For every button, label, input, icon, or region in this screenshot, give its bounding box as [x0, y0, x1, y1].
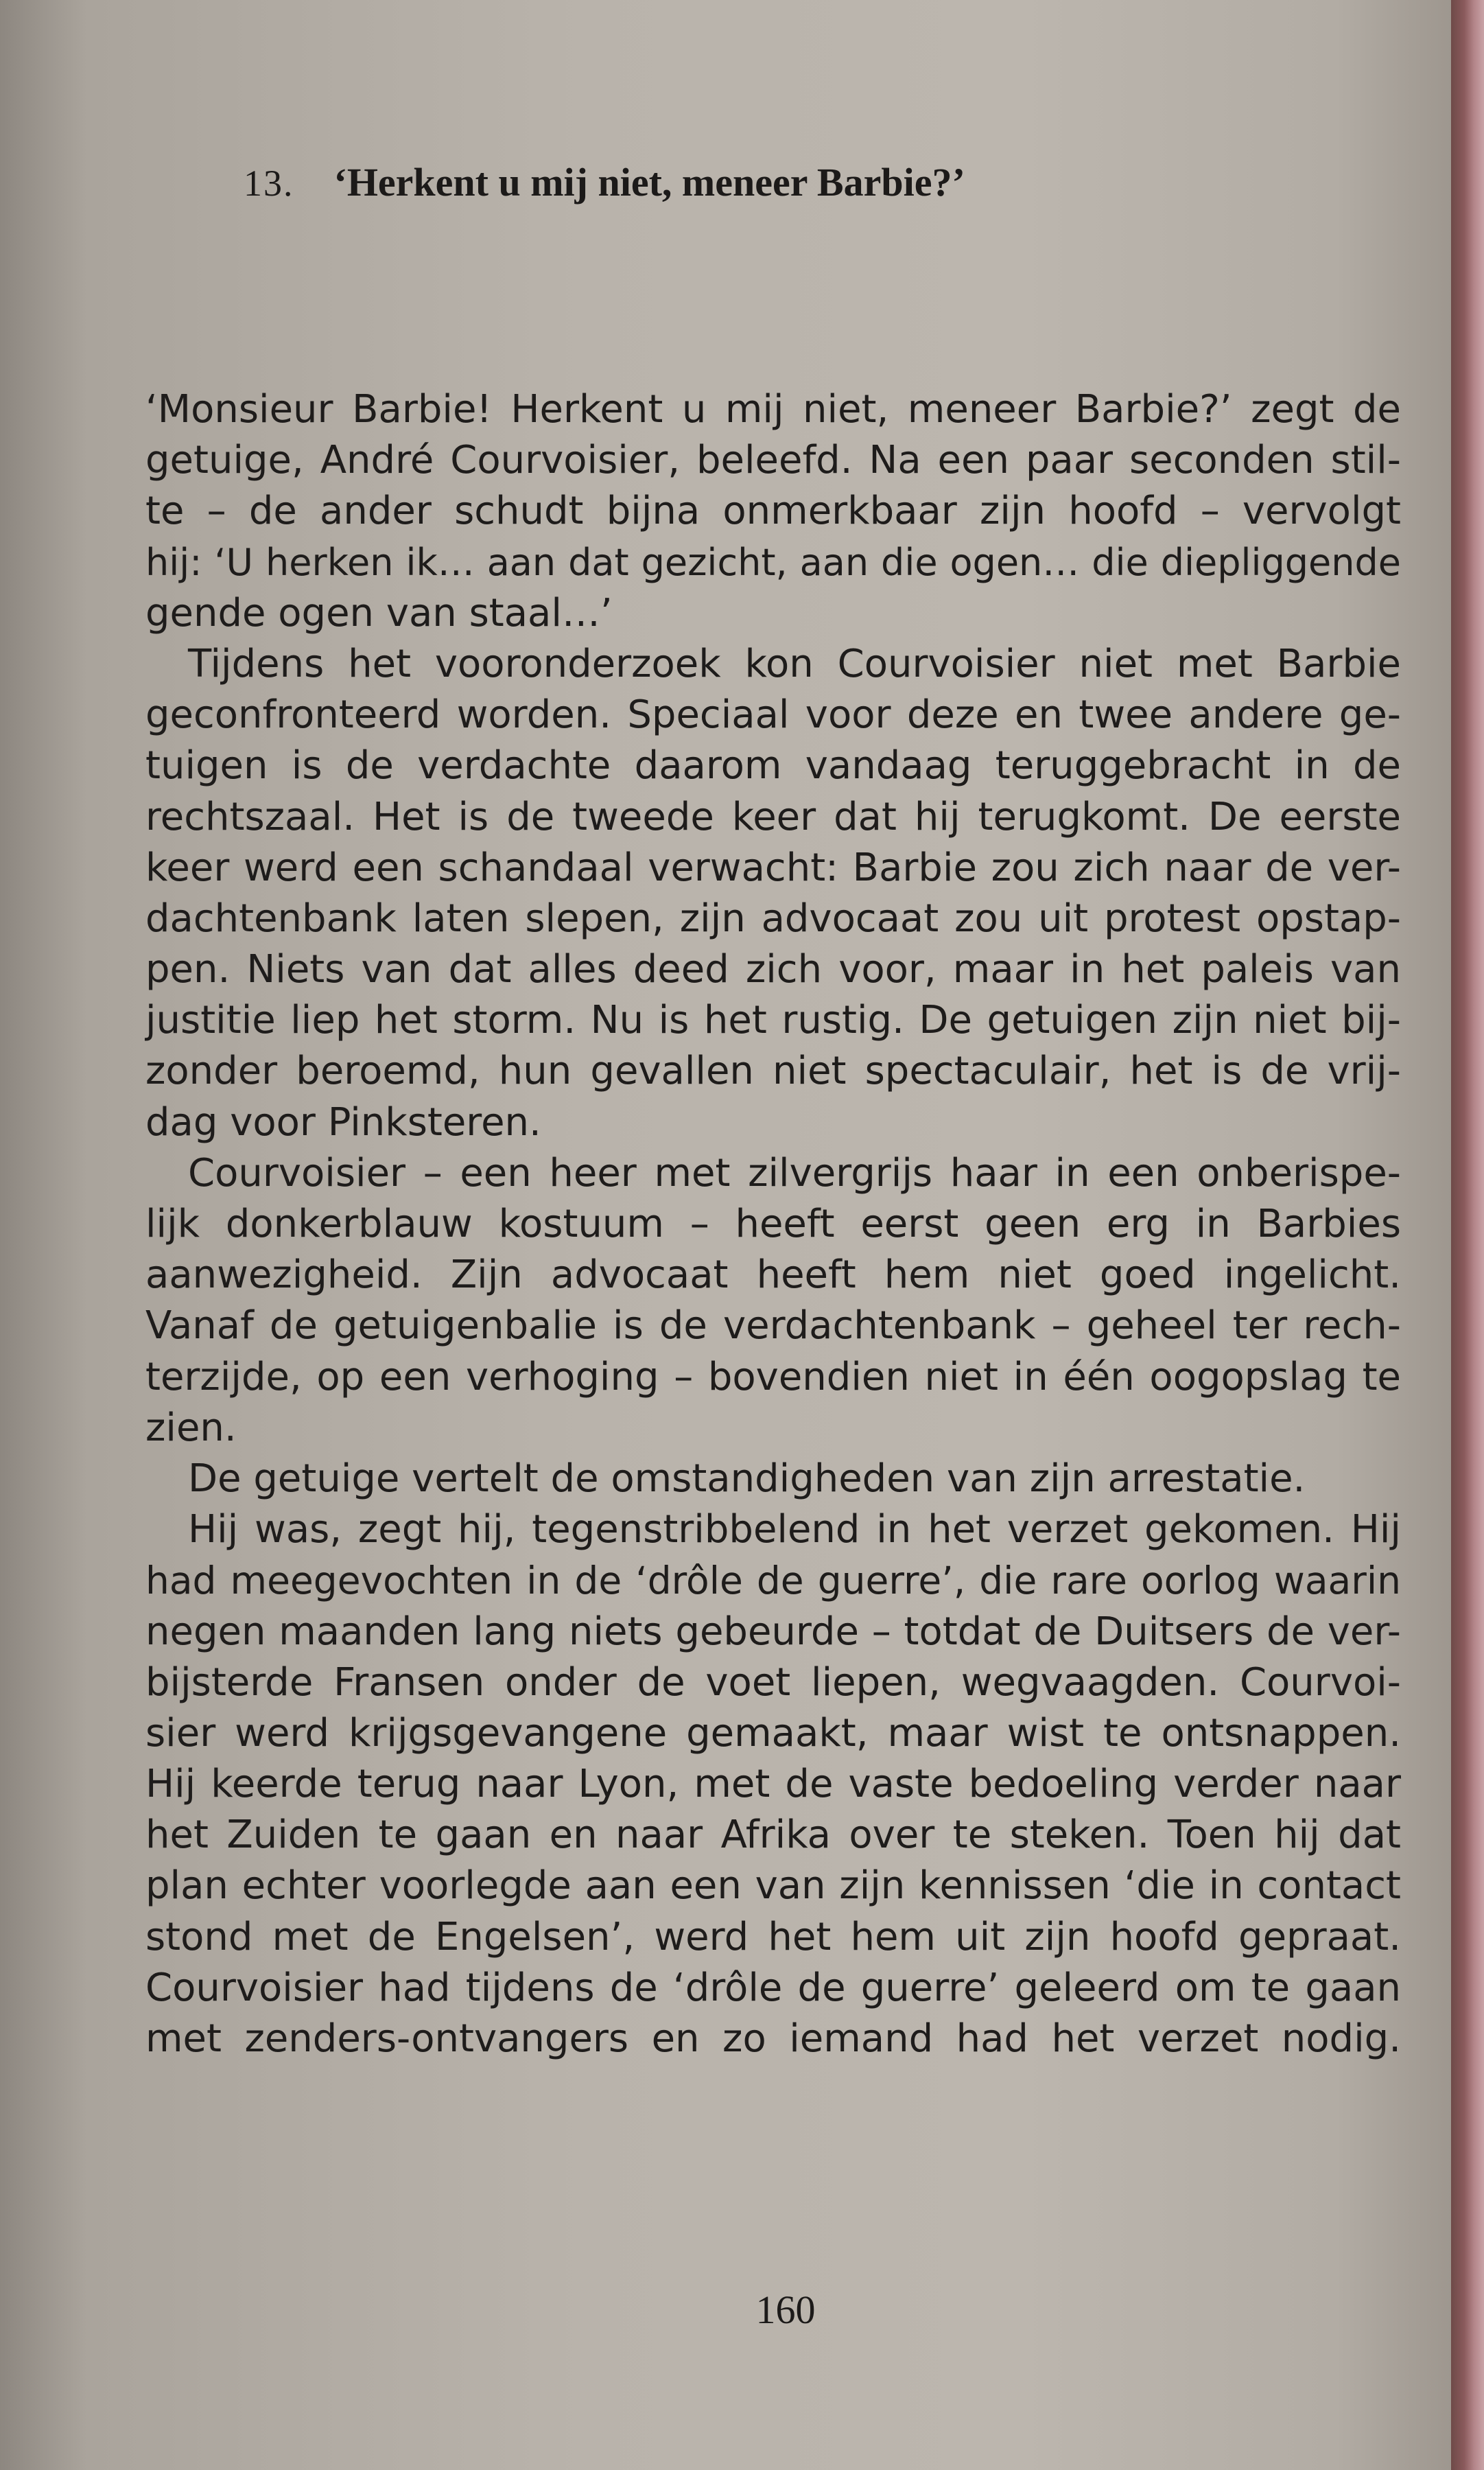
text-line: het Zuiden te gaan en naar Afrika over te steken. Toen hij dat — [145, 1813, 1401, 1858]
chapter-number: 13. — [244, 163, 294, 204]
text-line: lijk donkerblauw kostuum – heeft eerst geen erg in Barbies — [145, 1202, 1401, 1246]
text-line: terzijde, op een verhoging – bovendien niet in één oogopslag te — [145, 1354, 1401, 1399]
text-line: had meegevochten in de ‘drôle de guerre’, die rare oorlog waarin — [145, 1559, 1401, 1603]
text-line: gende ogen van staal…’ — [145, 590, 613, 636]
text-line: Tijdens het vooronderzoek kon Courvoisier niet met Barbie — [188, 641, 1401, 686]
text-line: dag voor Pinksteren. — [145, 1099, 541, 1145]
text-line: justitie liep het storm. Nu is het rustig. De getuigen zijn niet bij- — [145, 998, 1401, 1043]
text-line: rechtszaal. Het is de tweede keer dat hij terugkomt. De eerste — [145, 794, 1401, 839]
text-line: te – de ander schudt bijna onmerkbaar zijn hoofd – vervolgt — [145, 489, 1401, 534]
text-line: met zenders-ontvangers en zo iemand had het verzet nodig. — [145, 2016, 1401, 2061]
body-text — [145, 384, 1401, 2064]
text-line: tuigen is de verdachte daarom vandaag teruggebracht in de — [145, 743, 1401, 789]
text-line: aanwezigheid. Zijn advocaat heeft hem niet goed ingelicht. — [145, 1253, 1401, 1298]
text-line: pen. Niets van dat alles deed zich voor, maar in het paleis van — [145, 947, 1401, 992]
text-line: getuige, André Courvoisier, beleefd. Na een paar seconden stil- — [145, 438, 1401, 483]
text-line: sier werd krijgsgevangene gemaakt, maar wist te ontsnappen. — [145, 1710, 1401, 1756]
text-line: keer werd een schandaal verwacht: Barbie zou zich naar de ver- — [145, 845, 1401, 890]
text-line: ‘Monsieur Barbie! Herkent u mij niet, meneer Barbie?’ zegt de — [145, 387, 1401, 432]
chapter-heading — [244, 159, 965, 221]
text-line: plan echter voorlegde aan een van zijn kennissen ‘die in contact — [145, 1863, 1401, 1909]
text-line: bijsterde Fransen onder de voet liepen, wegvaagden. Courvoi- — [145, 1659, 1401, 1705]
text-line: geconfronteerd worden. Speciaal voor deze en twee andere ge- — [145, 692, 1401, 738]
text-line: zien. — [145, 1405, 237, 1450]
text-line: De getuige vertelt de omstandigheden van zijn arrestatie. — [188, 1456, 1306, 1501]
text-line: Courvoisier – een heer met zilvergrijs haar in een onberispe- — [188, 1150, 1401, 1196]
text-line: dachtenbank laten slepen, zijn advocaat zou uit protest opstap- — [145, 896, 1401, 941]
text-line: Hij keerde terug naar Lyon, met de vaste bedoeling verder naar — [145, 1762, 1401, 1807]
chapter-title: ‘Herkent u mij niet, meneer Barbie?’ — [333, 160, 965, 205]
page-number: 160 — [755, 2287, 816, 2332]
text-line: Courvoisier had tijdens de ‘drôle de guerre’ geleerd om te gaan — [145, 1965, 1401, 2010]
text-line: zonder beroemd, hun gevallen niet spectaculair, het is de vrij- — [145, 1049, 1401, 1094]
text-line: Vanaf de getuigenbalie is de verdachtenbank – geheel ter rech- — [145, 1303, 1401, 1349]
page-edge — [1451, 0, 1484, 2470]
text-line: negen maanden lang niets gebeurde – totdat de Duitsers de ver- — [145, 1609, 1401, 1654]
text-line: stond met de Engelsen’, werd het hem uit zijn hoofd gepraat. — [145, 1914, 1401, 1959]
text-line: hij: ‘U herken ik… aan dat gezicht, aan die ogen… die diepliggende — [145, 540, 1401, 584]
text-line: Hij was, zegt hij, tegenstribbelend in het verzet gekomen. Hij — [188, 1507, 1401, 1552]
